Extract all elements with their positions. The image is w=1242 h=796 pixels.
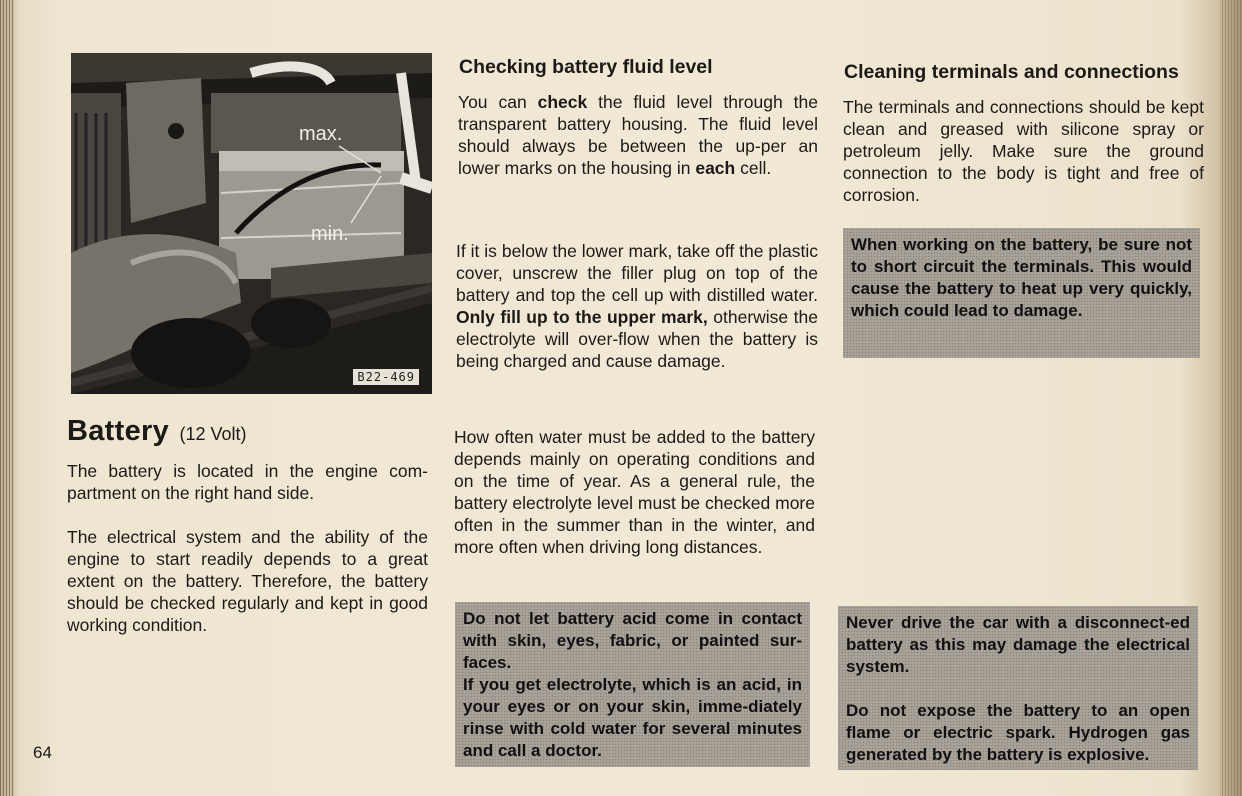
battery-subtitle: (12 Volt): [179, 424, 247, 444]
disconnect-warning-box: [838, 606, 1198, 770]
cleaning-paragraph-1: The terminals and connections should be kept clean and greased with silicone spray or petroleum jelly. Make sure the ground connection to the body is tight and free of corrosion.: [843, 97, 1204, 205]
engine-photo-illustration: [71, 53, 432, 394]
page-binding-right: [1220, 0, 1242, 796]
checking-text-2: [456, 240, 818, 372]
cleaning-heading: Cleaning terminals and connections: [844, 61, 1179, 83]
checking-heading: Checking battery fluid level: [459, 56, 713, 78]
battery-text: [67, 460, 428, 636]
short-circuit-warning-box: [843, 228, 1200, 358]
acid-warning-2: If you get electrolyte, which is an acid, in your eyes or on your skin, imme-diately rinse with cold water for several minutes and call a doctor.: [463, 675, 802, 760]
explosion-warning: Do not expose the battery to an open flame or electric spark. Hydrogen gas generated by the battery is explosive.: [846, 701, 1190, 764]
cleaning-text: [843, 96, 1204, 206]
max-mark-label: max.: [299, 123, 343, 145]
checking-paragraph-1: You can check the fluid level through the transparent battery housing. The fluid level should always be between the up-per an lower marks on the housing in each cell.: [458, 92, 818, 178]
acid-warning-1: Do not let battery acid come in contact with skin, eyes, fabric, or painted sur-faces.: [463, 609, 802, 672]
battery-paragraph-2: The electrical system and the ability of the engine to start readily depends to a great extent on the battery. Therefore, the battery should be checked regularly and kept in good working condition.: [67, 527, 428, 635]
battery-title: Battery: [67, 415, 170, 447]
min-mark-label: min.: [311, 223, 349, 245]
figure-code: B22-469: [353, 369, 419, 385]
checking-paragraph-3: How often water must be added to the battery depends mainly on operating conditions and on the time of year. As a general rule, the battery electrolyte level must be checked more often in the summer than in the winter, and more often when driving long distances.: [454, 427, 815, 557]
page-binding-left: [0, 0, 14, 796]
checking-paragraph-2: If it is below the lower mark, take off the plastic cover, unscrew the filler plug on top of the battery and top the cell up with distilled water. Only fill up to the upper mark, otherwise the electrolyte will over-flow when the battery is being charged and cause damage.: [456, 241, 818, 371]
battery-paragraph-1: The battery is located in the engine com-partment on the right hand side.: [67, 461, 428, 503]
engine-photo: [71, 53, 432, 394]
checking-text: [458, 91, 818, 179]
disconnect-warning: Never drive the car with a disconnect-ed battery as this may damage the electrical system.: [846, 613, 1190, 676]
battery-heading: [67, 415, 247, 448]
page-number: 64: [33, 743, 52, 762]
checking-text-3: [454, 426, 815, 558]
acid-warning-box: [455, 602, 810, 767]
short-circuit-warning: When working on the battery, be sure not to short circuit the terminals. This would cause the battery to heat up very quickly, which could lead to damage.: [851, 235, 1192, 320]
